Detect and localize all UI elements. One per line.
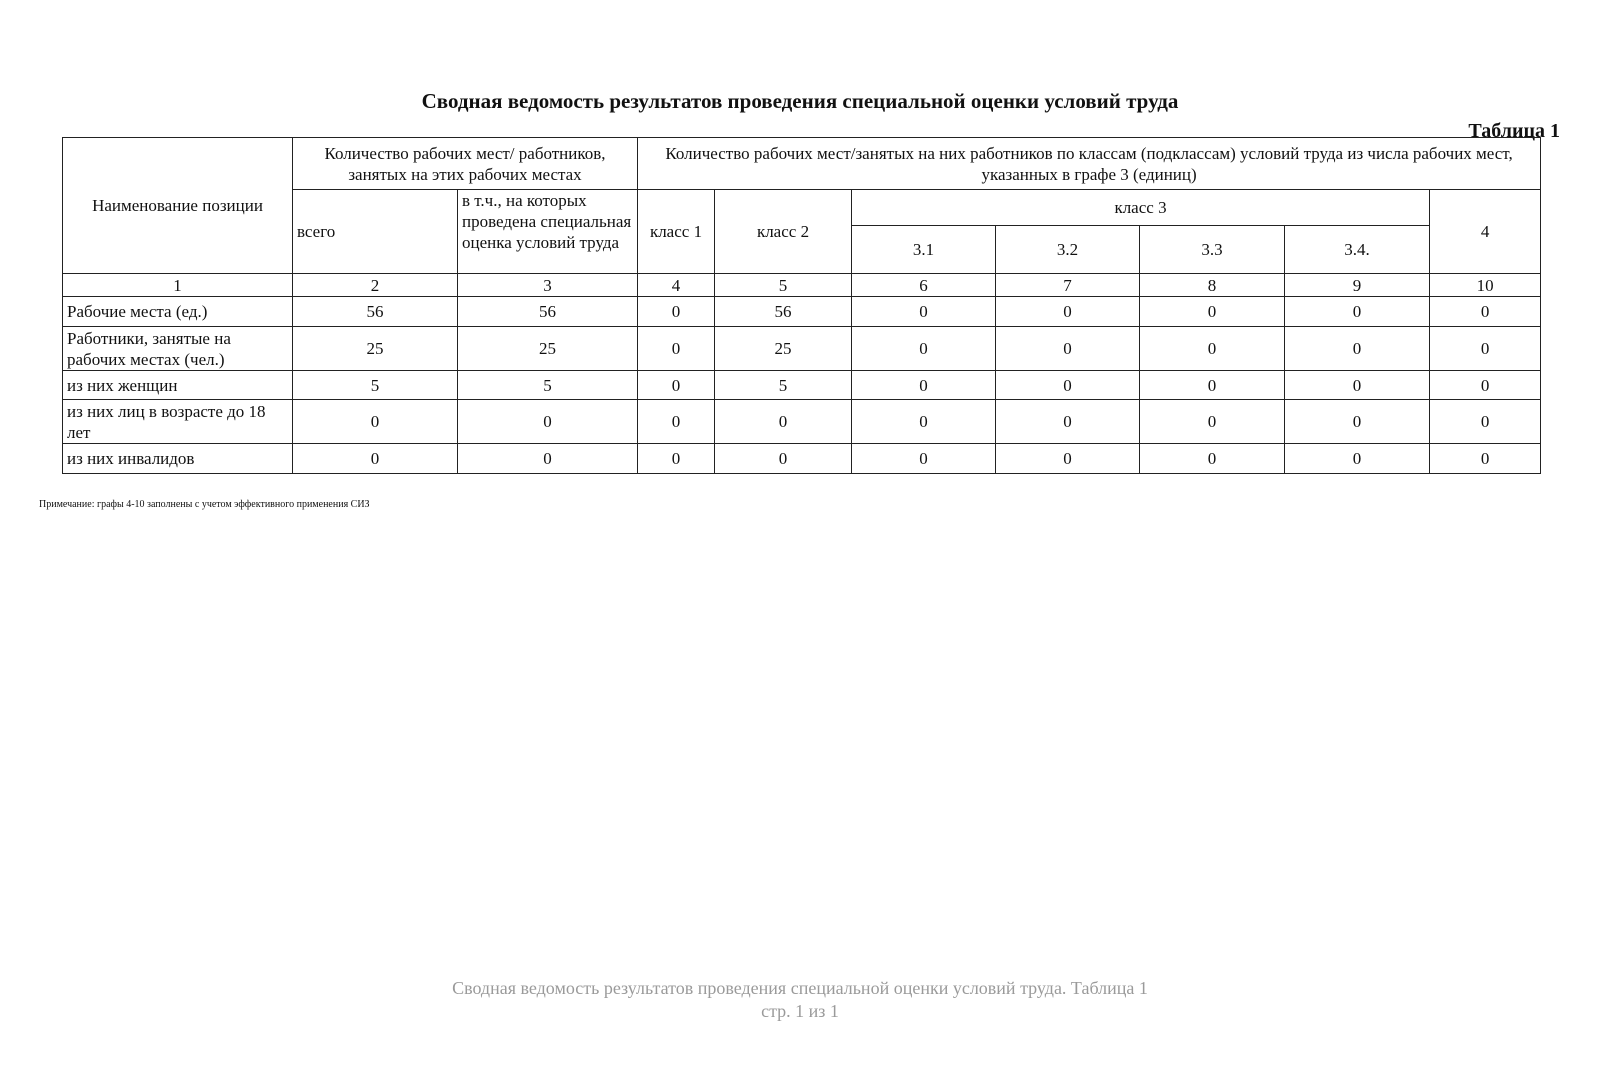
cell-value: 0	[458, 444, 638, 474]
cell-value: 56	[293, 297, 458, 327]
cell-value: 0	[852, 371, 996, 400]
cell-value: 0	[1430, 297, 1541, 327]
cell-value: 0	[1140, 400, 1285, 444]
header-total: всего	[293, 190, 458, 274]
cell-value: 0	[638, 327, 715, 371]
cell-value: 0	[852, 400, 996, 444]
table-note: Примечание: графы 4-10 заполнены с учетом эффективного применения СИЗ	[39, 499, 370, 510]
cell-value: 0	[1285, 297, 1430, 327]
cell-value: 56	[458, 297, 638, 327]
cell-value: 0	[1285, 371, 1430, 400]
cell-value: 0	[1430, 444, 1541, 474]
header-subclass-3-4: 3.4.	[1285, 226, 1430, 274]
column-number: 6	[852, 274, 996, 297]
cell-value: 0	[638, 371, 715, 400]
table-row	[63, 327, 1541, 371]
cell-value: 0	[715, 400, 852, 444]
column-number: 8	[1140, 274, 1285, 297]
header-group-workplaces: Количество рабочих мест/ работников, занятых на этих рабочих местах	[293, 138, 638, 190]
cell-value: 0	[996, 400, 1140, 444]
cell-value: 0	[852, 444, 996, 474]
cell-value: 5	[293, 371, 458, 400]
cell-value: 0	[293, 400, 458, 444]
header-class-4: 4	[1430, 190, 1541, 274]
cell-value: 0	[996, 371, 1140, 400]
cell-value: 0	[1140, 327, 1285, 371]
header-subclass-3-1: 3.1	[852, 226, 996, 274]
header-assessed: в т.ч., на которых проведена специальная оценка условий труда	[458, 190, 638, 274]
cell-value: 0	[1430, 327, 1541, 371]
cell-value: 0	[638, 297, 715, 327]
cell-value: 0	[996, 444, 1140, 474]
cell-value: 25	[458, 327, 638, 371]
column-number: 2	[293, 274, 458, 297]
header-group-classes: Количество рабочих мест/занятых на них работников по классам (подклассам) условий труда из числа рабочих мест, указанных в графе 3 (единиц)	[638, 138, 1541, 190]
cell-value: 0	[638, 400, 715, 444]
cell-value: 0	[293, 444, 458, 474]
footer-document-title: Сводная ведомость результатов проведения специальной оценки условий труда. Таблица 1	[452, 978, 1148, 998]
column-number: 1	[63, 274, 293, 297]
row-label: Рабочие места (ед.)	[63, 297, 293, 327]
column-number: 10	[1430, 274, 1541, 297]
header-class-2: класс 2	[715, 190, 852, 274]
page-title: Сводная ведомость результатов проведения специальной оценки условий труда	[421, 89, 1179, 113]
column-number: 3	[458, 274, 638, 297]
table-row	[63, 297, 1541, 327]
table-row	[63, 400, 1541, 444]
cell-value: 25	[293, 327, 458, 371]
row-label: из них инвалидов	[63, 444, 293, 474]
cell-value: 0	[1140, 297, 1285, 327]
column-number: 4	[638, 274, 715, 297]
column-number: 7	[996, 274, 1140, 297]
header-subclass-3-3: 3.3	[1140, 226, 1285, 274]
table-label: Таблица 1	[1468, 120, 1560, 142]
header-class-3: класс 3	[852, 190, 1430, 226]
cell-value: 0	[1140, 371, 1285, 400]
header-subclass-3-2: 3.2	[996, 226, 1140, 274]
header-position-name: Наименование позиции	[63, 138, 293, 274]
cell-value: 0	[1285, 444, 1430, 474]
cell-value: 5	[715, 371, 852, 400]
column-number-row	[63, 274, 1541, 297]
column-number: 9	[1285, 274, 1430, 297]
footer-page-number: стр. 1 из 1	[761, 1001, 839, 1021]
cell-value: 0	[715, 444, 852, 474]
cell-value: 0	[1285, 400, 1430, 444]
cell-value: 0	[458, 400, 638, 444]
cell-value: 0	[852, 297, 996, 327]
cell-value: 0	[996, 327, 1140, 371]
column-number: 5	[715, 274, 852, 297]
row-label: из них женщин	[63, 371, 293, 400]
header-class-1: класс 1	[638, 190, 715, 274]
table-header	[63, 138, 1541, 297]
cell-value: 0	[1430, 371, 1541, 400]
page-footer	[0, 977, 1600, 1023]
cell-value: 0	[852, 327, 996, 371]
cell-value: 0	[1140, 444, 1285, 474]
cell-value: 0	[1285, 327, 1430, 371]
summary-table	[62, 137, 1541, 474]
cell-value: 0	[1430, 400, 1541, 444]
row-label: Работники, занятые на рабочих местах (чел.)	[63, 327, 293, 371]
cell-value: 5	[458, 371, 638, 400]
cell-value: 25	[715, 327, 852, 371]
table-row	[63, 444, 1541, 474]
cell-value: 0	[996, 297, 1140, 327]
cell-value: 0	[638, 444, 715, 474]
table-row	[63, 371, 1541, 400]
table-body	[63, 297, 1541, 474]
cell-value: 56	[715, 297, 852, 327]
row-label: из них лиц в возрасте до 18 лет	[63, 400, 293, 444]
